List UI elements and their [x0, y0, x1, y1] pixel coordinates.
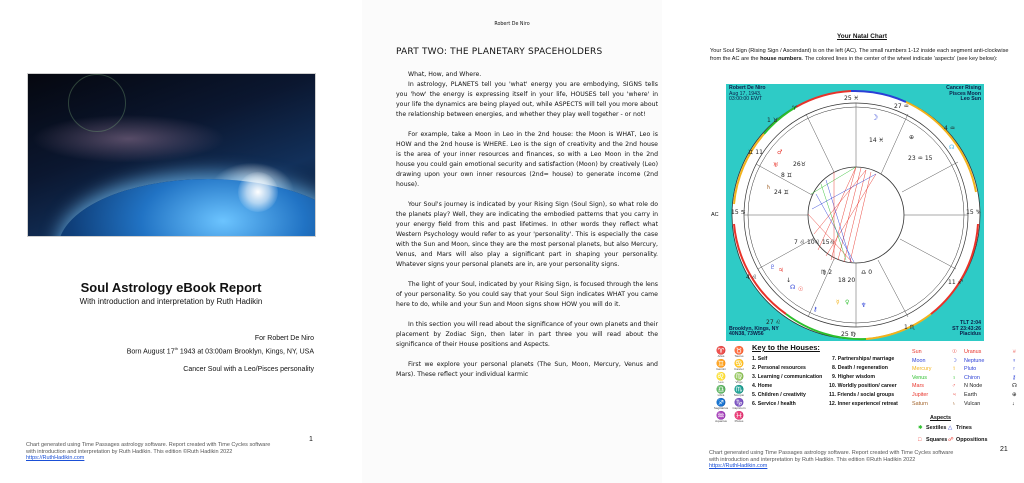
trines-icon: △ [948, 425, 953, 431]
sign-sagittarius: ♐ Sagittarius [713, 398, 729, 410]
section-heading: PART TWO: THE PLANETARY SPACEHOLDERS [396, 47, 603, 57]
planet-saturn: Saturn [912, 400, 928, 407]
paragraph: In astrology, PLANETS tell you 'what' energy you are embodying, SIGNS tells you 'how' the energy is expressing itself in your life, HOUSES tell you 'where' in your life the dynamics are being played out, while ASPECTS will tell you more about the relationship between energies, and whether they play well together - or not! [396, 81, 658, 118]
svg-text:25 ♍: 25 ♍ [841, 331, 856, 338]
natal-chart-intro [710, 48, 1010, 63]
aspect-squares: Squares [926, 437, 948, 443]
svg-text:23 ♒ 15: 23 ♒ 15 [908, 155, 933, 162]
chart-coords: 40N38, 73W56 [729, 331, 764, 338]
chart-name: Robert De Niro [729, 85, 766, 91]
for-line: For Robert De Niro [254, 335, 314, 342]
planet-mercury: Mercury [912, 366, 932, 373]
svg-text:♅: ♅ [773, 162, 779, 169]
chart-house-system: Placidus [959, 331, 981, 338]
chart-place: Brooklyn, Kings, NY [729, 325, 779, 332]
footer [709, 450, 999, 470]
chiron-icon: ⚷ [1012, 374, 1016, 381]
sign-cancer: ♋ Cancer [734, 359, 744, 371]
footer-line-2: with introduction and interpretation by Ruth Hadikin. This edition ©Ruth Hadikin 2022 [26, 448, 233, 455]
planet-earth: Earth [964, 392, 977, 398]
footer-link[interactable]: https://RuthHadikin.com [709, 463, 768, 469]
svg-text:15 ♋: 15 ♋ [731, 209, 746, 216]
svg-text:♇: ♇ [770, 264, 776, 271]
paragraph: What, How, and Where. [408, 71, 482, 78]
venus-icon: ♀ [952, 374, 957, 381]
svg-text:⚷: ⚷ [813, 306, 818, 313]
paragraph: In this section you will read about the significance of your own planets and their placement by Zodiac Sign, then later in part three you will read about the significance of their House positions and Aspects. [396, 321, 658, 348]
sun-icon: ☉ [952, 349, 957, 355]
born-sup: th [174, 346, 178, 351]
svg-text:11 ♐: 11 ♐ [948, 279, 963, 286]
house-item: 3. Learning / communication [752, 374, 823, 380]
mercury-icon: ☿ [952, 366, 957, 373]
neptune-icon: ♆ [1012, 357, 1017, 364]
house-item: 6. Service / health [752, 401, 796, 407]
footer-line-2: with introduction and interpretation by Ruth Hadikin. This edition ©Ruth Hadikin 2022 [709, 456, 916, 463]
pluto-icon: ♇ [1012, 366, 1017, 373]
body-text [396, 70, 658, 390]
planet-venus: Venus [912, 374, 927, 381]
natal-chart-title: Your Natal Chart [837, 33, 887, 40]
chart-sun: Leo Sun [960, 96, 981, 103]
sign-libra: ♎ Libra [716, 385, 726, 397]
svg-text:1 ♏: 1 ♏ [904, 324, 916, 331]
svg-text:☊: ☊ [790, 284, 796, 291]
svg-text:♎ 0: ♎ 0 [861, 269, 873, 276]
planet-mars: Mars [912, 383, 924, 390]
intro-text-end: . The colored lines in the center of the wheel indicate 'aspects' (see key below): [801, 55, 998, 62]
svg-text:18 20: 18 20 [838, 277, 856, 284]
svg-text:♂: ♂ [777, 149, 783, 156]
natal-chart-wheel [726, 84, 984, 341]
intro-bold: house numbers [760, 55, 802, 62]
sun-flare [238, 172, 278, 212]
svg-text:☿: ☿ [836, 299, 840, 306]
lens-flare-ring [68, 74, 126, 132]
svg-text:☽: ☽ [871, 113, 879, 122]
house-item: 8. Death / regeneration [832, 365, 888, 371]
svg-text:24 ♊: 24 ♊ [774, 189, 789, 196]
report-title: Soul Astrology eBook Report [80, 280, 262, 295]
aspect-circle [808, 167, 904, 263]
text-page [362, 0, 662, 483]
page-number: 21 [1000, 446, 1008, 453]
svg-text:8 ♊: 8 ♊ [781, 172, 793, 179]
paragraph: Your Soul's journey is indicated by your Rising Sign (Soul Sign), so what role do the planets play? Well, they are indicating the embodied patterns that you carry in your energy field from this and past lifetimes. In other words they reflect what Western Psychology would refer to as your 'personality'. This is especially the case with the Sun and Moon, since they are the most personal planets, but also Mercury, Venus, and Mars will also play a significant part in shaping your personality. Whatever signs your personal planets are in, are your personality signs. [396, 201, 658, 268]
sextiles-icon: ✱ [918, 425, 923, 431]
sign-pisces: ♓ Pisces [734, 411, 744, 423]
svg-text:27 ♒: 27 ♒ [894, 103, 909, 110]
svg-text:⊕: ⊕ [909, 134, 915, 141]
sign-gemini: ♊ Gemini [716, 359, 726, 371]
paragraph: For example, take a Moon in Leo in the 2nd house: the Moon is WHAT, Leo is HOW and the 2nd house is WHERE. Leo is the sign of creativity and the 2nd house is the area of your inner resources and finances, so with a Leo Moon in the 2nd house you could gain emotional security and satisfaction (Moon) by creatively (Leo) drawing upon your own inner resources (2nd= house) to generate income (2nd house). [396, 131, 658, 188]
footer [26, 442, 306, 462]
planet-vulcan: Vulcan [964, 400, 981, 407]
jupiter-icon: ♃ [952, 392, 957, 398]
svg-text:♆: ♆ [861, 302, 867, 309]
earth-icon: ⊕ [1012, 392, 1017, 398]
page-number: 1 [309, 436, 313, 443]
chart-st: ST 23:43:26 [952, 325, 981, 332]
aspect-trines: Trines [956, 425, 972, 431]
moon-icon: ☽ [952, 357, 957, 364]
planet-pluto: Pluto [964, 366, 977, 373]
planet-moon: Moon [912, 357, 926, 364]
svg-text:14 ♓: 14 ♓ [869, 137, 884, 144]
svg-text:♄: ♄ [766, 184, 772, 191]
planet-chiron: Chiron [964, 374, 980, 381]
svg-text:♍ 2: ♍ 2 [821, 269, 833, 276]
planet-n-node: N Node [964, 383, 983, 390]
chart-time-info [952, 321, 981, 338]
oppositions-icon: ☍ [948, 437, 954, 443]
house-key-title: Key to the Houses: [752, 343, 820, 352]
svg-text:1 ♉: 1 ♉ [767, 117, 779, 124]
squares-icon: □ [918, 437, 922, 443]
house-item: 2. Personal resources [752, 365, 806, 371]
aspect-sextiles: Sextiles [926, 425, 947, 431]
house-item: 12. Inner experience/ retreat [829, 401, 898, 407]
svg-text:27 ♌: 27 ♌ [766, 319, 781, 326]
chart-date: Aug 17, 1943, [729, 90, 762, 97]
aspect-oppositions: Oppositions [956, 437, 988, 443]
house-item: 5. Children / creativity [752, 392, 806, 398]
house-item: 11. Friends / social groups [829, 392, 895, 398]
chart-info-right [946, 86, 981, 103]
footer-line-1: Chart generated using Time Passages astrology software. Report created with Time Cycles software [26, 442, 271, 448]
planet-jupiter: Jupiter [912, 392, 929, 398]
born-line [127, 346, 314, 355]
sign-aries: ♈ Aries [716, 346, 726, 358]
svg-text:25 ♓: 25 ♓ [844, 95, 859, 102]
planet-neptune: Neptune [964, 357, 985, 364]
chart-time: 03:00:00 EWT [729, 96, 763, 103]
paragraph: The light of your Soul, indicated by your Rising Sign, is focused through the lens of your personality. So you could say that your Soul Sign indicates WHAT you came here to do, while and your Sun and Moon signs show HOW you will do it. [396, 281, 658, 308]
personality-line: Cancer Soul with a Leo/Pisces personality [183, 366, 314, 373]
house-item: 10. Worldly position/ career [829, 383, 897, 389]
saturn-icon: ♄ [952, 400, 957, 407]
svg-text:♃: ♃ [778, 267, 784, 274]
footer-link[interactable]: https://RuthHadikin.com [26, 455, 85, 461]
chart-moon: Pisces Moon [949, 90, 981, 97]
svg-text:4 ♒: 4 ♒ [944, 125, 956, 132]
house-item: 1. Self [752, 356, 768, 362]
footer-line-1: Chart generated using Time Passages astrology software. Report created with Time Cycles software [709, 450, 954, 456]
svg-text:♊ 11: ♊ 11 [748, 149, 763, 156]
sign-capricorn: ♑ Capricorn [732, 398, 746, 410]
svg-text:7 ♌ 10♌ 15♌: 7 ♌ 10♌ 15♌ [794, 239, 835, 246]
svg-text:♀: ♀ [845, 299, 850, 306]
house-item: 4. Home [752, 383, 773, 389]
svg-text:☊: ☊ [949, 144, 955, 151]
ac-label: AC [711, 212, 719, 218]
chart-wheel-svg [726, 84, 984, 341]
intro-text: Your Soul Sign (Rising Sign / Ascendant) is on the left (AC). The small numbers 1-12 inside each segment anti-clockwise from the AC are the [710, 48, 1009, 62]
chart-location [729, 327, 779, 338]
cover-page [0, 0, 330, 483]
report-subtitle: With introduction and interpretation by Ruth Hadikin [79, 297, 263, 306]
planet-uranus: Uranus [964, 349, 982, 355]
svg-text:15 ♑: 15 ♑ [966, 209, 981, 216]
aspects-title: Aspects [930, 415, 951, 421]
sign-aquarius: ♒ Aquarius [715, 411, 727, 423]
svg-text:↓: ↓ [786, 277, 792, 284]
sign-leo: ♌ Leo [716, 372, 726, 384]
natal-chart-page [700, 0, 1024, 483]
running-header: Robert De Niro [494, 22, 530, 27]
sign-scorpio: ♏ Scorpio [733, 385, 745, 397]
uranus-icon: ♅ [1012, 349, 1017, 355]
paragraph: First we explore your personal planets (The Sun, Moon, Mercury, Venus and Mars). These reflect your individual karmic [396, 361, 658, 378]
born-prefix: Born August 17 [126, 348, 175, 356]
mars-icon: ♂ [952, 383, 957, 390]
cover-image [27, 73, 316, 237]
planet-sun: Sun [912, 349, 922, 355]
sign-taurus: ♉ Taurus [734, 346, 744, 358]
chart-info-left [729, 86, 766, 103]
born-suffix: 1943 at 03:00am Brooklyn, Kings, NY, USA [177, 348, 314, 356]
sign-virgo: ♍ Virgo [734, 372, 744, 384]
chart-rising: Cancer Rising [946, 85, 981, 91]
svg-text:26♉: 26♉ [793, 161, 807, 168]
svg-text:4 ♌: 4 ♌ [746, 274, 758, 281]
chart-tlt: TLT 2:04 [960, 320, 981, 327]
svg-text:☉: ☉ [798, 286, 804, 293]
n-node-icon: ☊ [1012, 383, 1017, 390]
house-item: 7. Partnerships/ marriage [832, 356, 895, 362]
house-item: 9. Higher wisdom [832, 374, 875, 380]
vulcan-icon: ↓ [1012, 400, 1015, 407]
svg-text:♈: ♈ [792, 105, 798, 112]
